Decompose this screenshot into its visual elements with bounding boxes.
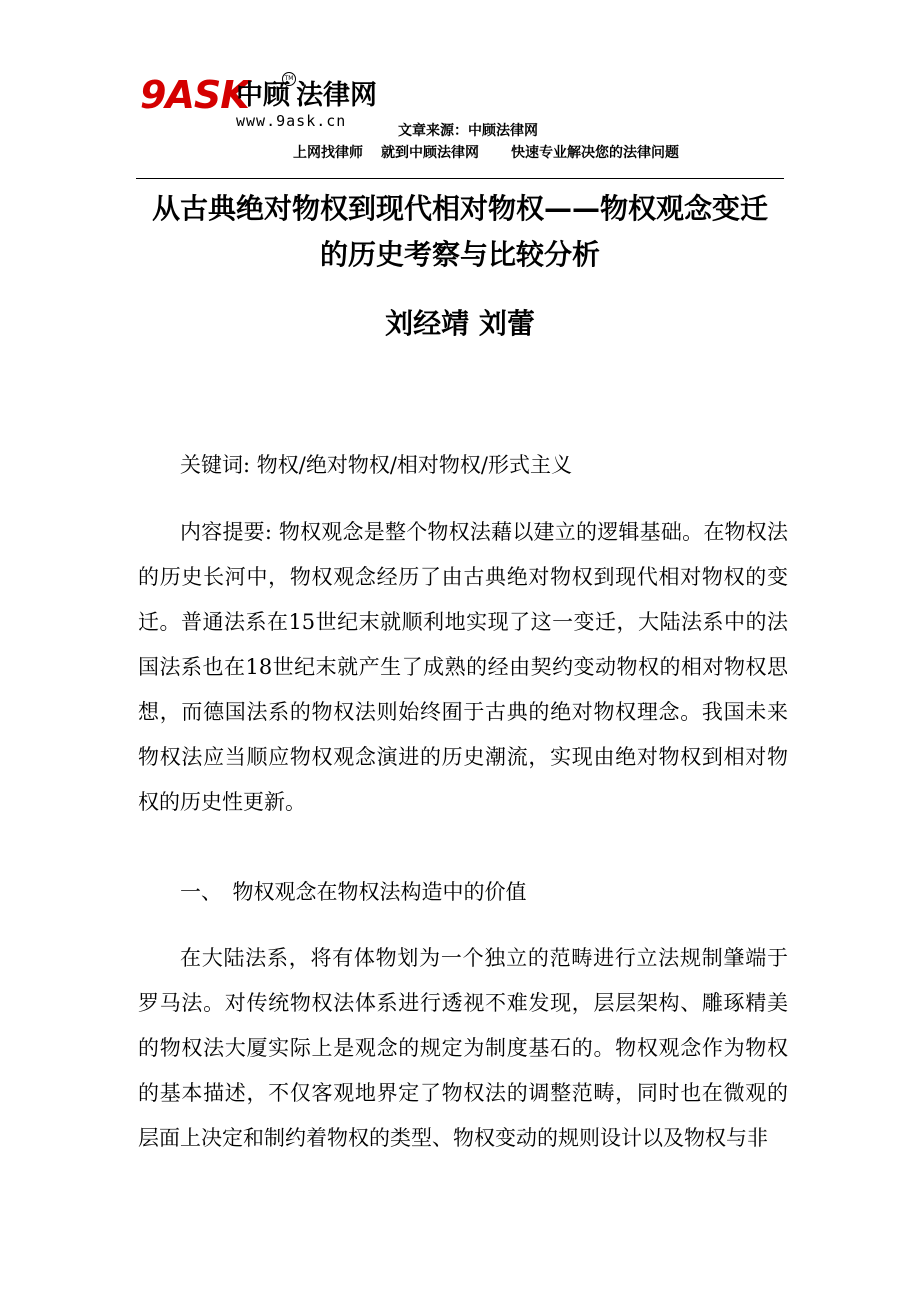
section-heading: 一、 物权观念在物权法构造中的价值 <box>180 880 527 904</box>
article-title <box>136 186 784 278</box>
article-source: 文章来源：中顾法律网 <box>398 123 538 139</box>
keywords-paragraph: 关键词: 物权/绝对物权/相对物权/形式主义 <box>180 453 572 477</box>
logo-name-part-1: 中顾 <box>236 80 290 111</box>
title-line-2: 的历史考察与比较分析 <box>319 238 600 271</box>
slogan-part-3: 快速专业解决您的法律问题 <box>511 145 679 161</box>
trademark-icon: TM <box>282 72 296 86</box>
body-paragraph: 在大陆法系，将有体物划为一个独立的范畴进行立法规制肇端于罗马法。对传统物权法体系进行透视不难发现，层层架构、雕琢精美的物权法大厦实际上是观念的规定为制度基石的。物权观念作为物权的基本描述，不仅客观地界定了物权法的调整范畴，同时也在微观的层面上决定和制约着物权的类型、物权变动的规则设计以及物权与非 <box>138 946 788 1150</box>
header-divider <box>136 178 784 179</box>
abstract-paragraph: 内容提要: 物权观念是整个物权法藉以建立的逻辑基础。在物权法的历史长河中，物权观念经历了由古典绝对物权到现代相对物权的变迁。普通法系在15世纪末就顺利地实现了这一变迁，大陆法系中的法国法系也在18世纪末就产生了成熟的经由契约变动物权的相对物权思想，而德国法系的物权法则始终囿于古典的绝对物权理念。我国未来物权法应当顺应物权观念演进的历史潮流，实现由绝对物权到相对物权的历史性更新。 <box>138 520 788 814</box>
article-authors: 刘经靖 刘蕾 <box>385 307 535 340</box>
logo-name-part-2: 法律网 <box>296 80 377 111</box>
title-line-1: 从古典绝对物权到现代相对物权——物权观念变迁 <box>151 192 768 225</box>
logo-mark-9ask: 9ASK <box>140 73 249 117</box>
header-slogan <box>293 143 679 163</box>
slogan-part-2: 就到中顾法律网 <box>381 145 479 161</box>
site-logo[interactable] <box>140 72 380 136</box>
logo-url: www.9ask.cn <box>236 112 347 130</box>
slogan-part-1: 上网找律师 <box>293 145 363 161</box>
logo-site-name <box>236 80 377 112</box>
